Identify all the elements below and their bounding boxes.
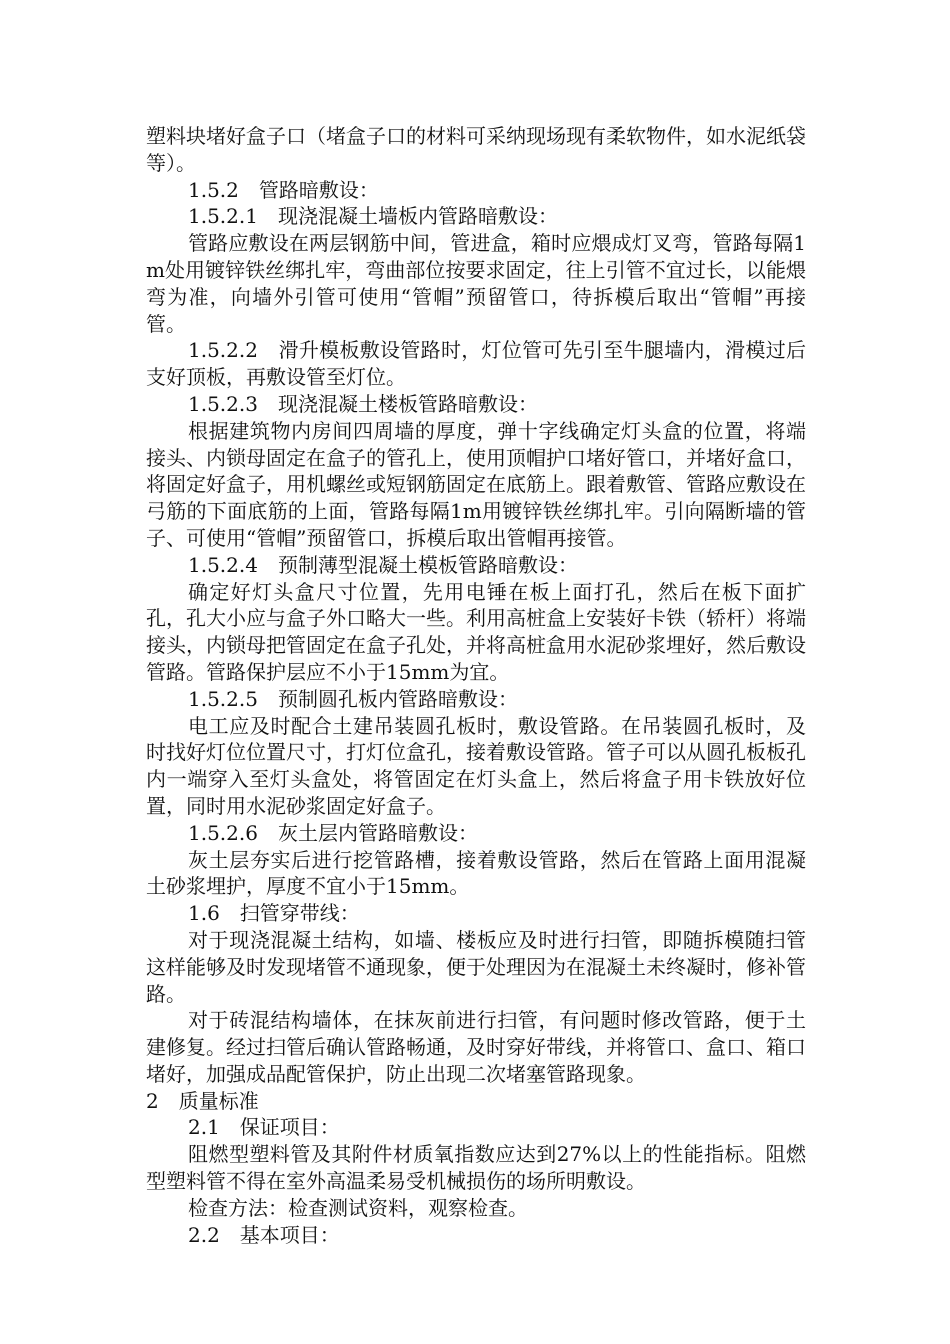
paragraph-precast-thin-slab: 确定好灯头盒尺寸位置，先用电锤在板上面打孔，然后在板下面扩孔，孔大小应与盒子外口略大一些。利用高桩盒上安装好卡铁（轿杆）将端接头，内锁母把管固定在盒子孔处，并将高桩盒用水泥砂浆埋好，然后敷设管路。管路保护层应不小于15mm为宜。 (146, 579, 806, 684)
section-heading-1-5-2-6: 1.5.2.6 灰土层内管路暗敷设： (188, 820, 478, 845)
section-heading-1-5-2-4: 1.5.2.4 预制薄型混凝土模板管路暗敷设： (188, 552, 578, 577)
section-heading-1-6: 1.6 扫管穿带线： (188, 901, 360, 926)
section-heading-1-5-2-1: 1.5.2.1 现浇混凝土墙板内管路暗敷设： (188, 204, 558, 229)
paragraph-continuation: 塑料块堵好盒子口（堵盒子口的材料可采纳现场现有柔软物件，如水泥纸袋等）。 (146, 124, 806, 175)
paragraph-wall-conduit: 管路应敷设在两层钢筋中间，管进盒，箱时应煨成灯叉弯，管路每隔1m处用镀锌铁丝绑扎牢，弯曲部位按要求固定，往上引管不宜过长，以能煨弯为准，向墙外引管可使用“管帽”预留管口，待拆模后取出“管帽”再接管。 (146, 231, 806, 336)
section-heading-2-1: 2.1 保证项目： (188, 1115, 340, 1140)
chapter-heading-2: 2 质量标准 (146, 1088, 259, 1113)
section-heading-1-5-2-3: 1.5.2.3 现浇混凝土楼板管路暗敷设： (188, 391, 538, 416)
section-heading-1-5-2-2: 1.5.2.2 滑升模板敷设管路时，灯位管可先引至牛腿墙内，滑模过后支好顶板，再敷设管至灯位。 (146, 338, 806, 390)
section-heading-2-2: 2.2 基本项目： (188, 1222, 340, 1247)
paragraph-inspection-method: 检查方法：检查测试资料，观察检查。 (188, 1195, 528, 1220)
paragraph-brick-wall-sweep: 对于砖混结构墙体，在抹灰前进行扫管，有问题时修改管路，便于土建修复。经过扫管后确认管路畅通，及时穿好带线，并将管口、盒口、箱口堵好，加强成品配管保护，防止出现二次堵塞管路现象。 (146, 1008, 806, 1086)
paragraph-cast-concrete-sweep: 对于现浇混凝土结构，如墙、楼板应及时进行扫管，即随拆模随扫管这样能够及时发现堵管不通现象，便于处理因为在混凝土未终凝时，修补管路。 (146, 927, 806, 1006)
section-heading-1-5-2-5: 1.5.2.5 预制圆孔板内管路暗敷设： (188, 686, 518, 711)
section-heading-1-5-2: 1.5.2 管路暗敷设： (188, 177, 379, 202)
paragraph-lime-soil-layer: 灰土层夯实后进行挖管路槽，接着敷设管路，然后在管路上面用混凝土砂浆埋护，厚度不宜小于15mm。 (146, 847, 806, 899)
paragraph-flame-retardant-pipe: 阻燃型塑料管及其附件材质氧指数应达到27%以上的性能指标。阻燃型塑料管不得在室外高温柔易受机械损伤的场所明敷设。 (146, 1142, 806, 1194)
paragraph-hollow-core-slab: 电工应及时配合土建吊装圆孔板时，敷设管路。在吊装圆孔板时，及时找好灯位位置尺寸，打灯位盒孔，接着敷设管路。管子可以从圆孔板板孔内一端穿入至灯头盒处，将管固定在灯头盒上，然后将盒子用卡铁放好位置，同时用水泥砂浆固定好盒子。 (146, 713, 806, 818)
paragraph-floor-slab-conduit: 根据建筑物内房间四周墙的厚度，弹十字线确定灯头盒的位置，将端接头、内锁母固定在盒子的管孔上，使用顶帽护口堵好管口，并堵好盒口，将固定好盒子，用机螺丝或短钢筋固定在底筋上。跟着敷管、管路应敷设在弓筋的下面底筋的上面，管路每隔1m用镀锌铁丝绑扎牢。引向隔断墙的管子、可使用“管帽”预留管口，拆模后取出管帽再接管。 (146, 418, 806, 550)
document-body (146, 123, 806, 1248)
